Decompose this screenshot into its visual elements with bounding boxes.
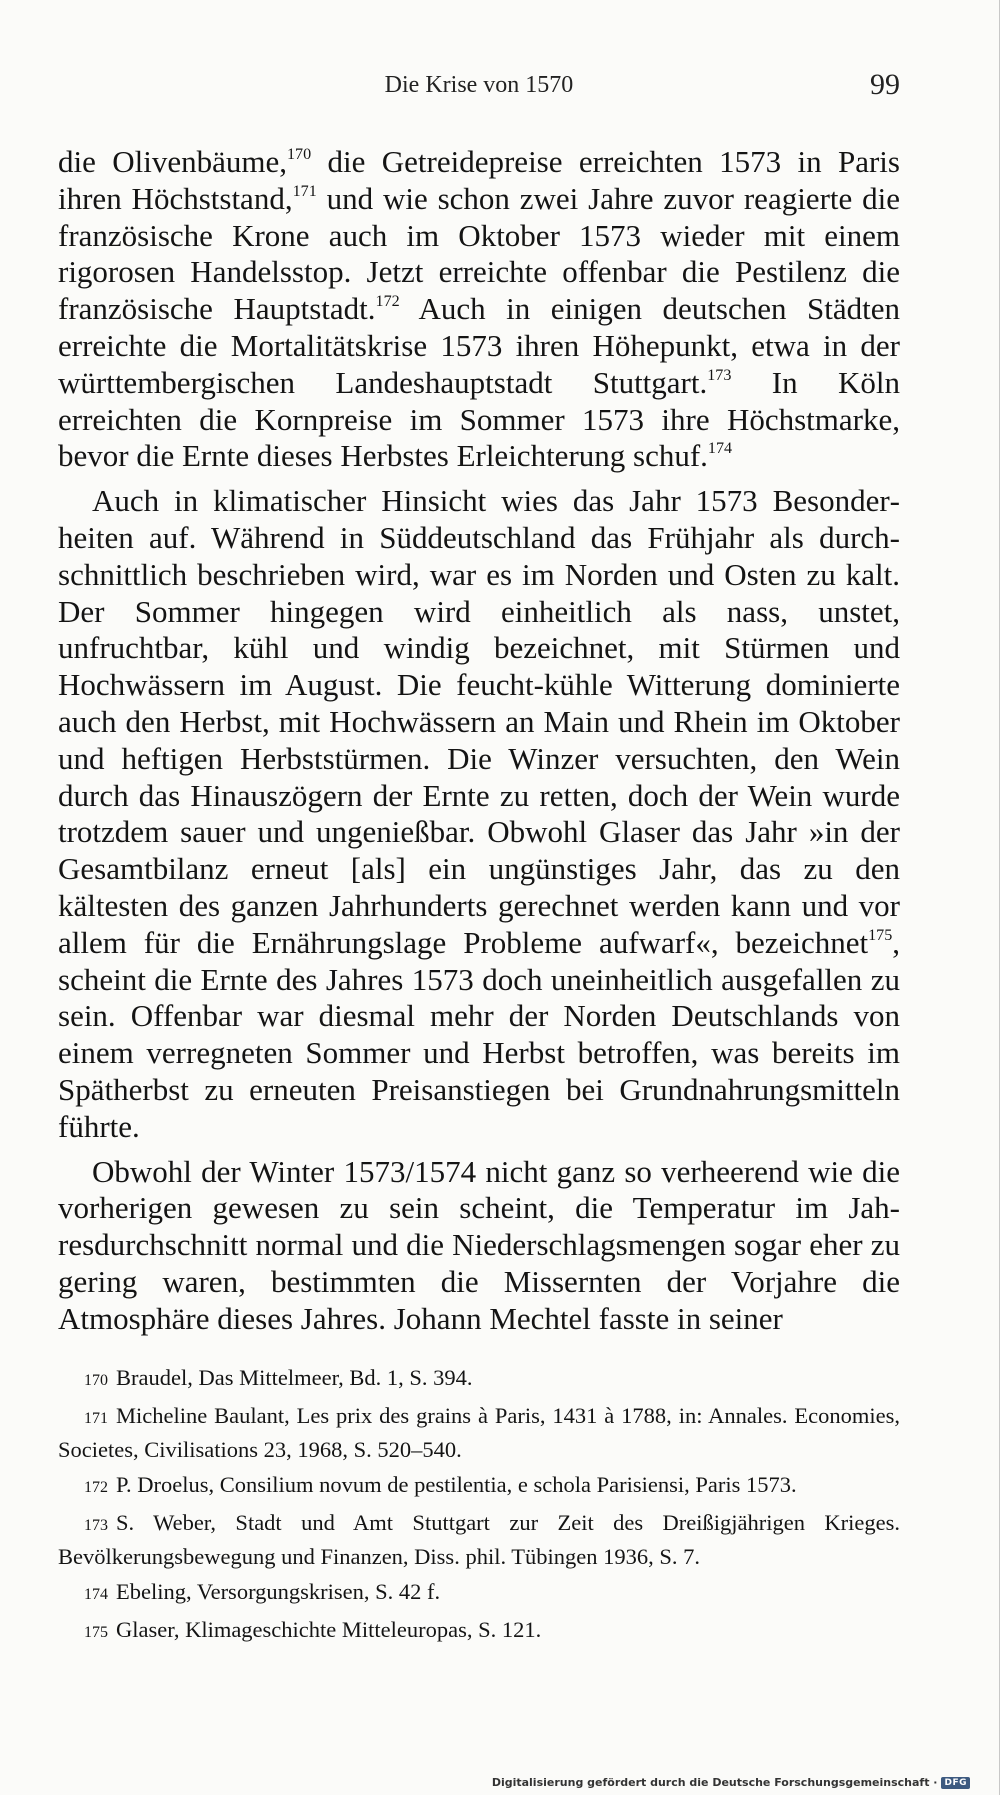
footnote bbox=[58, 1507, 900, 1572]
footnote-text: Ebeling, Versorgungskrisen, S. 42 f. bbox=[116, 1579, 441, 1604]
footnote-text: Micheline Baulant, Les prix des grains à Paris, 1431 à 1788, in: Annales. Economies, Societes, Civilisations 23, 1968, S. 520–540. bbox=[58, 1403, 900, 1462]
footnote-text: Glaser, Klimageschichte Mitteleuropas, S. 121. bbox=[116, 1617, 542, 1642]
footnote-number: 170 bbox=[84, 1372, 108, 1389]
paragraph-text: , scheint die Ernte des Jahres 1573 doch uneinheitlich ausgefallen zu sein. Offenbar war diesmal mehr der Norden Deutschlands von einem verregneten Sommer und Herbst betroffen, was bereits im Spätherbst zu erneuten Preisanstiegen bei Grundnahrungsmitteln führte. bbox=[58, 924, 900, 1144]
paragraph-text: die Olivenbäume, bbox=[58, 144, 287, 179]
body-text bbox=[58, 144, 900, 1346]
footnote bbox=[58, 1469, 900, 1503]
footnote bbox=[58, 1362, 900, 1396]
paragraph bbox=[58, 1154, 900, 1338]
footnote-ref[interactable]: 173 bbox=[707, 366, 732, 384]
footnote-number: 173 bbox=[84, 1517, 108, 1534]
footnote bbox=[58, 1400, 900, 1465]
credit-text: Digitalisierung gefördert durch die Deutsche Forschungsgemeinschaft · bbox=[491, 1776, 938, 1789]
running-title: Die Krise von 1570 bbox=[384, 72, 574, 98]
footnote-number: 171 bbox=[84, 1410, 108, 1427]
footnote-number: 172 bbox=[84, 1479, 108, 1496]
paragraph-text: Auch in klimatischer Hinsicht wies das Jahr 1573 Besonderheiten auf. Während in Süddeutschland das Frühjahr als durchschnittlich beschrieben wird, war es im Norden und Osten zu kalt. Der Sommer hingegen wird einheitlich als nass, unstet, unfruchtbar, kühl und windig bezeichnet, mit Stürmen und Hochwässern im August. Die feucht-kühle Witterung dominierte auch den Herbst, mit Hochwässern an Main und Rhein im Oktober und heftigen Herbststürmen. Die Winzer versuchten, den Wein durch das Hinauszögern der Ernte zu retten, doch der Wein wurde trotzdem sauer und ungenießbar. Obwohl Glaser das Jahr »in der Gesamtbilanz erneut [als] ein ungünstiges Jahr, das zu den kältesten des ganzen Jahrhunderts gerechnet werden kann und vor allem für die Ernährungslage Probleme aufwarf«, bezeichnet bbox=[58, 483, 900, 960]
paragraph-text: und wie schon zwei Jahre zuvor reagierte die französische Krone auch im Oktober 1573 wieder mit einem rigorosen Handelsstop. Jetzt erreichte offenbar die Pestilenz die französische Hauptstadt. bbox=[58, 180, 900, 327]
paragraph bbox=[58, 483, 900, 1145]
paragraph-text: Obwohl der Winter 1573/1574 nicht ganz so verheerend wie die vorherigen gewesen zu sein scheint, die Temperatur im Jahresdurchschnitt normal und die Niederschlagsmengen sogar eher zu gering waren, bestimmten die Missernten der Vorjahre die Atmosphäre dieses Jahres. Johann Mechtel fasste in seiner bbox=[58, 1153, 900, 1336]
footnote-text: S. Weber, Stadt und Amt Stuttgart zur Zeit des Dreißigjährigen Krieges. Bevölkerungsbewegung und Finanzen, Diss. phil. Tübingen 1936, S. 7. bbox=[58, 1510, 900, 1569]
footnote bbox=[58, 1576, 900, 1610]
paragraph bbox=[58, 144, 900, 475]
dfg-logo: DFG bbox=[941, 1777, 970, 1789]
paragraph-text: In Köln erreichten die Kornpreise im Sommer 1573 ihre Höchstmarke, bevor die Ernte dieses Herbstes Erleichterung schuf. bbox=[58, 364, 900, 474]
paragraph-text: die Getreidepreise erreichten 1573 in Paris ihren Höchststand, bbox=[58, 144, 900, 216]
footnote-number: 175 bbox=[84, 1624, 108, 1641]
footnote-ref[interactable]: 174 bbox=[707, 440, 733, 458]
digitization-credit bbox=[492, 1776, 970, 1789]
footnote-ref[interactable]: 175 bbox=[868, 926, 893, 944]
footnote bbox=[58, 1614, 900, 1648]
paragraph-text: Auch in einigen deutschen Städten erreichte die Mortalitätskrise 1573 ihren Höhepunkt, etwa in der württembergischen Landeshauptstadt Stuttgart. bbox=[58, 291, 901, 400]
footnotes bbox=[58, 1362, 900, 1652]
footnote-ref[interactable]: 170 bbox=[287, 146, 312, 164]
page-number: 99 bbox=[870, 68, 900, 101]
footnote-text: P. Droelus, Consilium novum de pestilentia, e schola Parisiensi, Paris 1573. bbox=[116, 1472, 797, 1497]
footnote-number: 174 bbox=[84, 1586, 108, 1603]
running-head bbox=[58, 68, 900, 108]
footnote-text: Braudel, Das Mittelmeer, Bd. 1, S. 394. bbox=[116, 1365, 473, 1390]
footnote-ref[interactable]: 171 bbox=[292, 182, 317, 200]
footnote-ref[interactable]: 172 bbox=[375, 293, 400, 311]
